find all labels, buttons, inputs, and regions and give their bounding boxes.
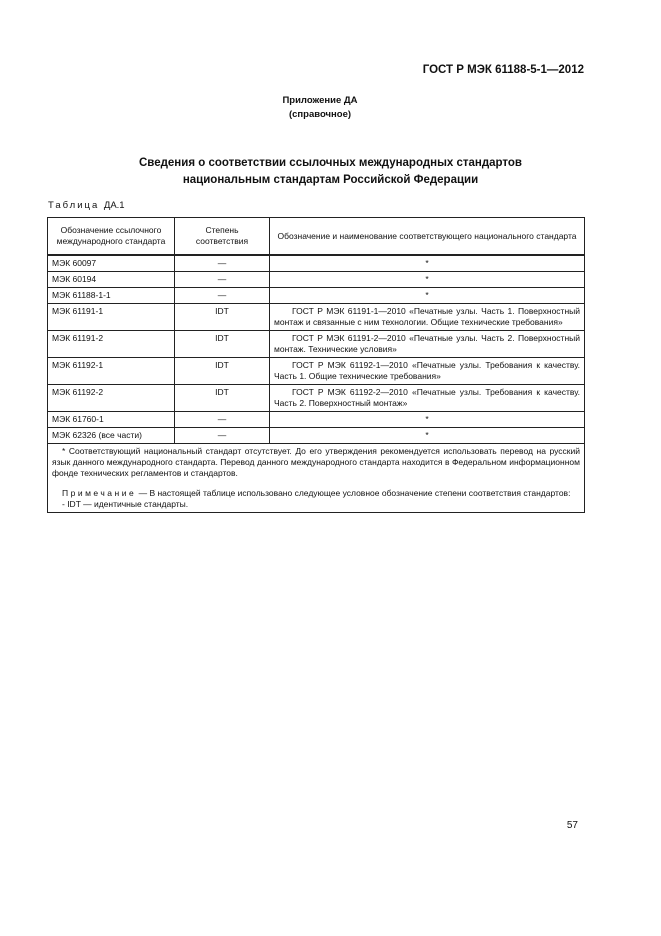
cell-national: * <box>270 255 585 272</box>
cell-national: ГОСТ Р МЭК 61192-1—2010 «Печатные узлы. Требования к качеству. Часть 1. Общие технические требования» <box>270 358 585 385</box>
table-row <box>48 272 585 288</box>
header-ref-standard: Обозначение ссылочного международного стандарта <box>48 218 175 256</box>
cell-ref: МЭК 62326 (все части) <box>48 428 175 444</box>
header-degree: Степень соответствия <box>175 218 270 256</box>
table-row <box>48 288 585 304</box>
cell-national: * <box>270 428 585 444</box>
appendix-heading <box>0 94 640 122</box>
cell-ref: МЭК 61760-1 <box>48 412 175 428</box>
appendix-subtitle: (справочное) <box>288 109 352 120</box>
cell-degree: — <box>175 272 270 288</box>
cell-national: * <box>270 412 585 428</box>
page-number: 57 <box>566 820 578 831</box>
cell-ref: МЭК 61188-1-1 <box>48 288 175 304</box>
cell-degree: — <box>175 412 270 428</box>
section-title <box>0 155 661 189</box>
cell-ref: МЭК 61191-2 <box>48 331 175 358</box>
header-national-standard: Обозначение и наименование соответствующего национального стандарта <box>270 218 585 256</box>
note-label: Примечание <box>62 488 137 498</box>
cell-national: ГОСТ Р МЭК 61191-2—2010 «Печатные узлы. Часть 2. Поверхностный монтаж. Технические условия» <box>270 331 585 358</box>
table-row <box>48 358 585 385</box>
cell-degree: IDT <box>175 385 270 412</box>
cell-national: * <box>270 272 585 288</box>
cell-ref: МЭК 61192-1 <box>48 358 175 385</box>
note-paragraph <box>52 488 580 499</box>
footnote-text: * Соответствующий национальный стандарт отсутствует. До его утверждения рекомендуется использовать перевод на русский язык данного международного стандарта. Перевод данного международного стандарта находится в Федеральном информационном фонде технических регламентов и стандартов. <box>52 446 580 478</box>
cell-degree: — <box>175 288 270 304</box>
table-row <box>48 331 585 358</box>
cell-degree: IDT <box>175 331 270 358</box>
correspondence-table <box>47 217 585 513</box>
table-row <box>48 428 585 444</box>
cell-degree: — <box>175 255 270 272</box>
table-header-row <box>48 218 585 256</box>
section-title-line-2: национальным стандартам Российской Федерации <box>182 174 479 186</box>
cell-ref: МЭК 61191-1 <box>48 304 175 331</box>
note-item: - IDT — идентичные стандарты. <box>62 499 189 509</box>
appendix-title: Приложение ДА <box>282 95 358 106</box>
table-row <box>48 255 585 272</box>
table-caption-number: ДА.1 <box>103 200 125 211</box>
table-caption <box>48 200 125 211</box>
table-row <box>48 412 585 428</box>
table-row <box>48 304 585 331</box>
cell-ref: МЭК 61192-2 <box>48 385 175 412</box>
cell-national: * <box>270 288 585 304</box>
document-code: ГОСТ Р МЭК 61188-5-1—2012 <box>422 64 584 76</box>
section-title-line-1: Сведения о соответствии ссылочных международных стандартов <box>138 157 522 169</box>
table-caption-word: Таблица <box>48 200 100 211</box>
cell-ref: МЭК 60194 <box>48 272 175 288</box>
cell-degree: — <box>175 428 270 444</box>
cell-degree: IDT <box>175 358 270 385</box>
cell-national: ГОСТ Р МЭК 61191-1—2010 «Печатные узлы. Часть 1. Поверхностный монтаж и связанные с ним технологии. Общие технические требования» <box>270 304 585 331</box>
table-row <box>48 385 585 412</box>
cell-ref: МЭК 60097 <box>48 255 175 272</box>
cell-national: ГОСТ Р МЭК 61192-2—2010 «Печатные узлы. Требования к качеству. Часть 2. Поверхностный монтаж» <box>270 385 585 412</box>
table-footnote-cell <box>48 444 585 513</box>
table-footer-row <box>48 444 585 513</box>
cell-degree: IDT <box>175 304 270 331</box>
note-text: — В настоящей таблице использовано следующее условное обозначение степени соответствия стандартов: <box>138 488 571 498</box>
